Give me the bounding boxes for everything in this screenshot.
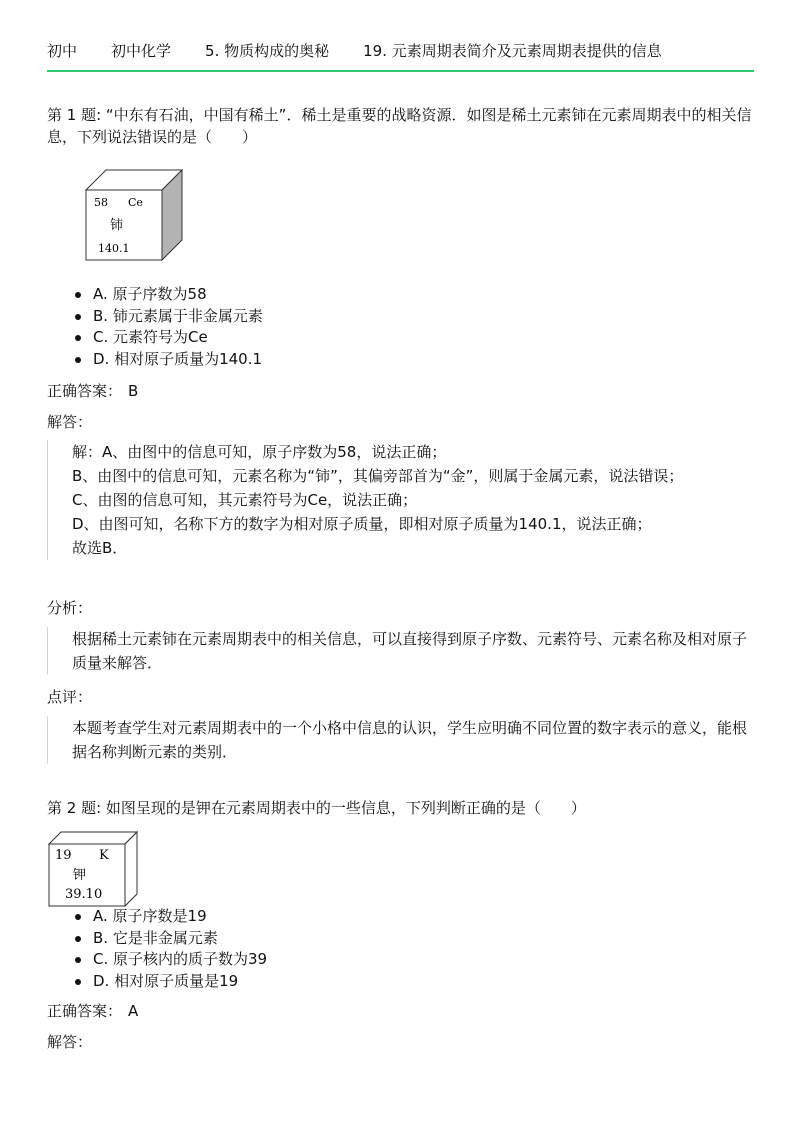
element-symbol: Ce xyxy=(128,196,143,209)
answer-row xyxy=(47,1000,138,1022)
question-1-options xyxy=(75,284,263,370)
explain-line: C、由图的信息可知，其元素符号为Ce，说法正确； xyxy=(72,491,418,509)
explain-line: 解：A、由图中的信息可知，原子序数为58，说法正确； xyxy=(72,443,447,461)
element-mass: 39.10 xyxy=(65,887,103,902)
explain-line: 故选B． xyxy=(72,539,128,557)
explain-label: 解答： xyxy=(47,413,93,431)
comment-label: 点评： xyxy=(47,688,93,706)
element-symbol: K xyxy=(99,848,109,863)
option-c[interactable]: C. 元素符号为Ce xyxy=(75,327,263,349)
explain-block xyxy=(47,440,757,560)
element-cell-cerium xyxy=(84,168,184,263)
answer-value: A xyxy=(128,1002,139,1020)
option-d[interactable]: D. 相对原子质量为140.1 xyxy=(75,349,263,371)
explain-line: D、由图可知，名称下方的数字为相对原子质量，即相对原子质量为140.1，说法正确； xyxy=(72,515,652,533)
option-b[interactable]: B. 它是非金属元素 xyxy=(75,928,267,950)
breadcrumb-item[interactable]: 5. 物质构成的奥秘 xyxy=(205,42,330,60)
answer-row xyxy=(47,380,138,402)
explain-label: 解答： xyxy=(47,1033,93,1051)
element-number: 58 xyxy=(94,196,108,209)
header-divider xyxy=(47,70,754,72)
breadcrumb-item[interactable]: 初中 xyxy=(47,42,78,60)
element-number: 19 xyxy=(55,848,72,863)
option-a[interactable]: A. 原子序数为58 xyxy=(75,284,263,306)
element-name: 钾 xyxy=(73,868,87,883)
answer-label: 正确答案： xyxy=(47,382,123,400)
breadcrumb-item[interactable]: 19. 元素周期表简介及元素周期表提供的信息 xyxy=(363,42,662,60)
question-1-stem: 第 1 题: “中东有石油，中国有稀土”．稀土是重要的战略资源．如图是稀土元素铈在元素周期表中的相关信息，下列说法错误的是（ ） xyxy=(47,106,752,146)
comment-block xyxy=(47,716,757,764)
answer-value: B xyxy=(128,382,139,400)
question-2-stem: 第 2 题: 如图呈现的是钾在元素周期表中的一些信息，下列判断正确的是（ ） xyxy=(47,799,586,817)
option-c[interactable]: C. 原子核内的质子数为39 xyxy=(75,949,267,971)
option-d[interactable]: D. 相对原子质量是19 xyxy=(75,971,267,993)
option-a[interactable]: A. 原子序数是19 xyxy=(75,906,267,928)
element-cell-potassium xyxy=(47,830,139,908)
explain-line: B、由图中的信息可知，元素名称为“铈”，其偏旁部首为“金”，则属于金属元素，说法错误； xyxy=(72,467,684,485)
question-2-options xyxy=(75,906,267,992)
option-b[interactable]: B. 铈元素属于非金属元素 xyxy=(75,306,263,328)
element-mass: 140.1 xyxy=(98,242,130,255)
analysis-text: 根据稀土元素铈在元素周期表中的相关信息，可以直接得到原子序数、元素符号、元素名称及相对原子质量来解答． xyxy=(72,630,748,672)
breadcrumb xyxy=(47,38,696,64)
breadcrumb-item[interactable]: 初中化学 xyxy=(111,42,172,60)
answer-label: 正确答案： xyxy=(47,1002,123,1020)
element-name: 铈 xyxy=(110,218,124,233)
analysis-block xyxy=(47,627,757,675)
analysis-label: 分析： xyxy=(47,599,93,617)
comment-text: 本题考查学生对元素周期表中的一个小格中信息的认识，学生应明确不同位置的数字表示的意义，能根据名称判断元素的类别． xyxy=(72,719,748,761)
